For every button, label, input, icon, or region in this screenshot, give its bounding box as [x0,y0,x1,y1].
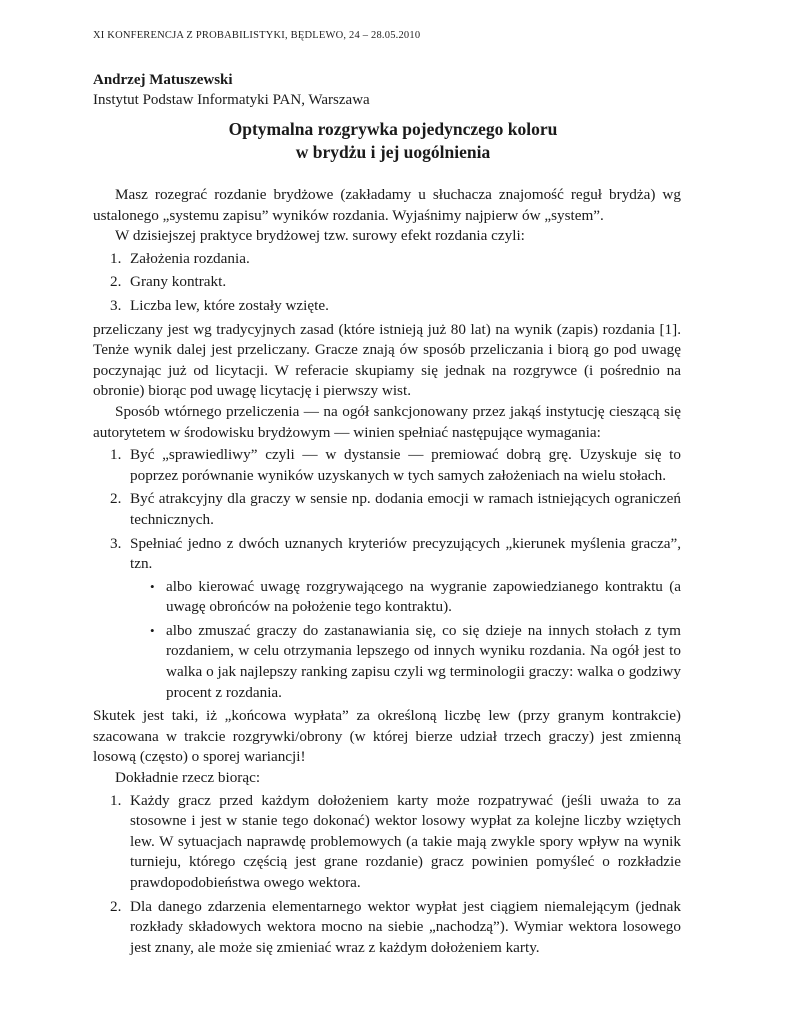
list-number: 1. [110,791,122,809]
list-item [93,897,681,959]
bullet-text: albo zmuszać graczy do zastanawiania się, co się dzieje na innych stołach z tym rozdaniem, w celu otrzymania lepszego od innych wyniku rozdania. Na ogół jest to walka o jak najlepszy ranking zapisu czyli wg terminologii graczy: walka o godziwy procent z rozdania. [166,621,681,701]
list-text: Grany kontrakt. [130,273,227,291]
paragraph: Masz rozegrać rozdanie brydżowe (zakładamy u słuchacza znajomość reguł brydża) wg ustalonego „systemu zapisu” wyników rozdania. Wyjaśnimy najpierw ów „system”. [93,186,681,224]
paragraph: W dzisiejszej praktyce brydżowej tzw. surowy efekt rozdania czyli: [115,227,525,245]
list-number: 1. [110,446,122,464]
list-number: 2. [110,273,122,291]
running-head: XI KONFERENCJA Z PROBABILISTYKI, BĘDLEWO, 24 – 28.05.2010 [93,30,421,41]
title-line-1: Optymalna rozgrywka pojedynczego koloru [228,119,558,139]
bullet-item [130,577,681,618]
list-number: 2. [110,897,122,915]
paragraph: Sposób wtórnego przeliczenia — na ogół sankcjonowany przez jakąś instytucję cieszącą się autorytetem w środowisku brydżowym — winien spełniać następujące wymagania: [93,402,681,441]
list-text: Być „sprawiedliwy” czyli — w dystansie — premiować dobrą grę. Uzyskuje się to poprzez porównanie wyników uzyskanych w tych samych założeniach na wielu stołach. [130,446,681,484]
paper-title [93,118,693,164]
bullet-mark: • [150,578,155,594]
list-item [93,534,681,704]
list-item [93,445,681,486]
list-text: Dla danego zdarzenia elementarnego wektor wypłat jest ciągiem niemalejącym (jednak rozkłady składowych wektora mocno na siebie „nachodzą”). Wymiar wektora losowego jest znany, ale może się zmieniać wraz z każdym dołożeniem karty. [130,897,681,956]
list-text: Spełniać jedno z dwóch uznanych kryteriów precyzujących „kierunek myślenia gracza”, tzn. [130,534,681,573]
bullet-list [130,577,681,704]
paragraph: przeliczany jest wg tradycyjnych zasad (które istnieją już 80 lat) na wynik (zapis) rozdania [1]. Tenże wynik dalej jest przeliczany. Gracze znają ów sposób przeliczania i biorą go pod uwagę poczynając już od licytacji. W referacie skupiamy się jednak na rozgrywce (i pośrednio na obronie) biorąc pod uwagę licytację i pierwszy wist. [93,320,681,400]
numbered-list-2 [93,445,681,703]
title-line-2: w brydżu i jej uogólnienia [295,142,491,162]
list-item [93,296,681,317]
numbered-list-3 [93,791,681,959]
paragraph: Skutek jest taki, iż „końcowa wypłata” za określoną liczbę lew (przy granym kontrakcie) szacowana w trakcie rozgrywki/obrony (w której bierze udział trzech graczy) jest zmienną losową (często) o sporej wariancji! [93,707,681,766]
list-number: 1. [110,249,122,267]
author-affiliation: Instytut Podstaw Informatyki PAN, Warszawa [93,92,370,108]
bullet-item [130,621,681,703]
list-number: 3. [110,534,122,552]
bullet-text: albo kierować uwagę rozgrywającego na wygranie zapowiedzianego kontraktu (a uwagę obrońców na położenie tego kontraktu). [166,577,681,616]
list-number: 3. [110,296,122,314]
list-number: 2. [110,490,122,508]
list-text: Być atrakcyjny dla graczy w sensie np. dodania emocji w ramach istniejących ograniczeń technicznych. [130,490,681,528]
list-text: Każdy gracz przed każdym dołożeniem karty może rozpatrywać (jeśli uważa to za stosowne i jest w stanie tego dokonać) wektor losowy wypłat za kolejne liczby wziętych lew. W sytuacjach naprawdę problemowych (a takie mają zwykle spory wpływ na wynik turnieju, którego częścią jest grane rozdanie) gracz powinien pomyśleć o rozkładzie prawdopodobieństwa owego wektora. [130,791,681,891]
paragraph: Dokładnie rzecz biorąc: [115,769,261,787]
list-item [93,249,681,270]
list-item [93,489,681,530]
bullet-mark: • [150,622,155,638]
list-item [93,791,681,894]
list-text: Założenia rozdania. [130,249,250,267]
author-name: Andrzej Matuszewski [93,72,233,88]
paper-body [93,185,681,961]
list-item [93,272,681,293]
list-text: Liczba lew, które zostały wzięte. [130,296,329,314]
numbered-list-1 [93,249,681,317]
